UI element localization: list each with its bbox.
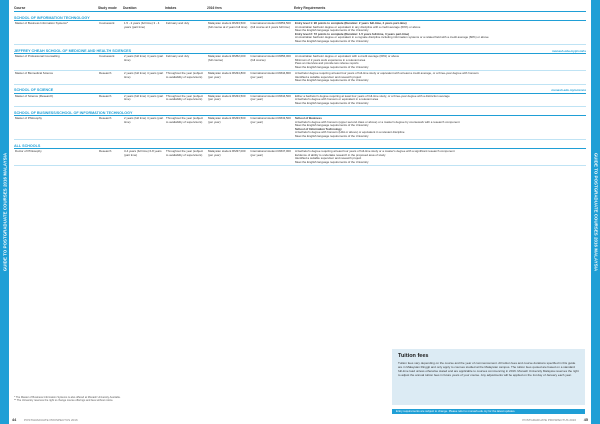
footnote-2: ** The University reserves the right to change course offerings and fees without notice.: [14, 399, 114, 403]
column-header-fees: 2016 fees: [207, 6, 222, 10]
right-footer-text: POSTGRADUATE PROSPECTUS 2016: [522, 418, 576, 422]
intakes: Throughout the year (subject to availability of supervisors): [166, 71, 203, 79]
column-header-intakes: Intakes: [165, 6, 177, 10]
left-page-number: 44: [12, 418, 17, 422]
requirement-line: A bachelor's degree with honours or equivalent in a relevant area: [295, 97, 379, 101]
requirement-line: Meet the English language requirements of the University: [295, 159, 369, 164]
course-name: Doctor of Philosophy: [15, 149, 42, 153]
intakes: Throughout the year (subject to availability of supervisors): [166, 93, 203, 101]
intakes: Throughout the year (subject to availability of supervisors): [166, 149, 203, 157]
fees-international: International student RM47,000 (per year): [250, 149, 291, 157]
fees-malaysian: Malaysian student RM33,500 (per year): [208, 116, 246, 124]
entry-requirements: [294, 94, 586, 107]
course-name: Master of Professional Counselling: [15, 54, 60, 58]
left-footer-text: POSTGRADUATE PROSPECTUS 2016: [24, 418, 78, 422]
table-row: [14, 54, 586, 71]
requirement-line: An Australian bachelor degree or equivalent with a credit average (60%) or above: [295, 54, 400, 58]
column-header-course: Course: [14, 6, 26, 10]
course-table: [14, 5, 586, 166]
fees-cell: [207, 54, 294, 70]
requirement-line: Identified a suitable supervisor and research project: [295, 156, 362, 160]
study-mode: Research: [99, 93, 112, 98]
column-header-mode: Study mode: [98, 6, 117, 10]
duration: 3-4 years (full time) 6-8 years (part time): [124, 149, 162, 157]
left-sidebar: [0, 0, 9, 424]
school-name: SCHOOL OF SCIENCE: [14, 88, 54, 92]
entry-requirements: [294, 116, 586, 139]
fees-cell: [207, 21, 294, 44]
school-name: ALL SCHOOLS: [14, 143, 41, 148]
study-mode: Research: [99, 71, 112, 75]
table-row: [14, 21, 586, 45]
fees-international: International student RM53,500 (full course at 2 years full time): [250, 21, 291, 29]
schools-list: [14, 15, 586, 166]
table-row: [14, 71, 586, 85]
requirement-line: An Australian bachelor degree or equivalent in a cognate discipline including information systems or a related field with a credit average (60%) or above: [295, 35, 489, 39]
requirement-line: A bachelor's degree requiring at least four years of full-time study or a master's degree with a significant research component: [295, 149, 455, 153]
course-name: Master of Business Information Systems*: [15, 21, 68, 25]
tuition-fees-box: [392, 349, 585, 405]
duration: 2 years (full time) 4 years (part time): [124, 71, 164, 79]
requirement-line: School of Information Technology: [295, 126, 342, 131]
requirement-line: Meet the English language requirements of the University: [295, 123, 369, 127]
table-row: [14, 94, 586, 108]
right-page-number: 45: [583, 418, 588, 422]
footnote-1: * The Master of Business Information Systems is also offered at Monash University Australia.: [14, 396, 121, 399]
entry-requirements: [294, 71, 586, 84]
table-row: [14, 149, 586, 166]
entry-requirements: [294, 21, 586, 44]
fees-malaysian: Malaysian student RM34,500 (per year): [208, 93, 246, 101]
fees-international: International student RM43,500 (per year): [250, 116, 291, 124]
fees-malaysian: Malaysian student RM37,000 (per year): [208, 149, 246, 157]
school-name: SCHOOL OF INFORMATION TECHNOLOGY: [14, 15, 90, 20]
fees-international: International student RM44,500 (per year): [250, 93, 291, 101]
duration: 1.5 - 2 years (full time) 3 - 4 years (part time): [124, 21, 160, 29]
entry-requirements-banner: Entry requirements are subject to change. Please refer to monash.edu.my for the latest updates.: [392, 409, 585, 414]
requirement-line: Meet the English language requirements of the University: [295, 100, 369, 105]
tuition-title: Tuition fees: [398, 353, 429, 359]
duration: 2 years (full time) 4 years (part time): [124, 54, 164, 62]
fees-malaysian: Malaysian student RM33,500 (full course at 2 years full time): [208, 21, 248, 29]
requirement-line: An Australian bachelor degree or equivalent in any discipline with a credit average (60%) or above: [295, 24, 421, 29]
duration: 2 years (full time) 4 years (part time): [124, 93, 164, 101]
intakes: February and July: [166, 21, 190, 25]
fees-malaysian: Malaysian student RM34,800 (per year): [208, 71, 246, 79]
footnotes: [14, 396, 120, 403]
fees-cell: [207, 71, 294, 84]
requirement-line: Meet the English language requirements of the University: [295, 78, 369, 82]
fees-international: International student RM44,800 (per year): [250, 71, 291, 79]
requirement-line: Entry level 2: 72 points to complete (Duration: 1.5 years full-time, 3 years part-time): [295, 31, 410, 36]
study-mode: Coursework: [99, 54, 115, 58]
study-mode: Research: [99, 116, 112, 120]
requirement-line: Entry level 1: 96 points to complete (Duration: 2 years full-time, 4 years part-time): [295, 21, 407, 25]
right-sidebar: [591, 0, 600, 424]
course-name: Master of Philosophy: [15, 116, 42, 120]
fees-malaysian: Malaysian student RM52,000 (full course): [208, 54, 246, 62]
requirement-line: A bachelor's degree with honours (upper second class or above) or a master's degree by coursework with a research component: [295, 119, 460, 124]
requirement-line: A bachelor degree requiring at least four years of full-time study or equivalent with at least a credit average, or a three-year degree with honours: [295, 71, 479, 75]
intakes: February and July: [166, 54, 190, 58]
page-footer: [0, 416, 600, 424]
entry-requirements: [294, 149, 586, 165]
study-mode: Coursework: [99, 21, 115, 25]
entry-requirements: [294, 54, 586, 70]
requirement-line: Identified a suitable supervisor and research project: [295, 74, 362, 79]
study-mode: Research: [99, 149, 112, 153]
requirement-line: A bachelor's degree with honours (H2A or above) or equivalent in a relevant discipline: [295, 130, 405, 134]
left-sidebar-text: GUIDE TO POSTGRADUATE COURSES 2016 MALAYSIA: [2, 152, 7, 272]
requirement-line: Meet the English language requirements of the University: [295, 64, 369, 69]
requirement-line: Evidence of ability to undertake research in the proposed area of study: [295, 152, 386, 157]
requirement-line: Minimum of 2 years work experience in a relevant area: [295, 57, 366, 62]
course-name: Master of Biomedical Science: [15, 71, 54, 75]
school-website-link[interactable]: monash.edu.my/science: [551, 88, 586, 92]
table-row: [14, 116, 586, 140]
requirement-line: Meet the English language requirements of the University: [295, 28, 369, 32]
intakes: Throughout the year (subject to availability of supervisors): [166, 116, 203, 124]
requirement-line: Meet the English language requirements of the University: [295, 133, 369, 138]
requirement-line: Meet the English language requirements of the University: [295, 38, 369, 43]
course-name: Master of Science (Research): [15, 93, 54, 98]
fees-international: International student RM56,000 (full course): [250, 54, 291, 62]
school-name: SCHOOL OF BUSINESS/SCHOOL OF INFORMATION TECHNOLOGY: [14, 110, 133, 115]
fees-cell: [207, 149, 294, 165]
requirement-line: Pass an interview and provide two referee reports: [295, 61, 359, 65]
right-sidebar-text: GUIDE TO POSTGRADUATE COURSES 2016 MALAYSIA: [593, 152, 598, 272]
column-header-row: [14, 5, 586, 12]
fees-cell: [207, 116, 294, 139]
tuition-body: Tuition fees vary depending on the course and the year of commencement. All tuition fees and course durations specified in this guide are in Malaysian Ringgit and only apply to courses studied at the Malaysian campus. The tuition fees quoted are based on a standard full-time load unless otherwise stated and are applicable to courses commencing in 2016. Monash University Malaysia reserves the right to adjust the annual tuition fees in future years of your course. Any adjustments will be applied on the 1st day of January each year.: [398, 361, 579, 377]
school-website-link[interactable]: monash.edu.my/jcsmhs: [551, 48, 586, 53]
requirement-line: Either a bachelor's degree requiring at least four years of full-time study, or a three-year degree with a distinction average: [295, 93, 450, 98]
column-header-duration: Duration: [123, 6, 137, 10]
school-name: JEFFREY CHEAH SCHOOL OF MEDICINE AND HEALTH SCIENCES: [14, 48, 132, 53]
requirement-line: School of Business: [295, 116, 322, 120]
duration: 2 years (full time) 4 years (part time): [124, 116, 164, 124]
fees-cell: [207, 94, 294, 107]
column-header-requirements: Entry Requirements: [294, 6, 326, 10]
